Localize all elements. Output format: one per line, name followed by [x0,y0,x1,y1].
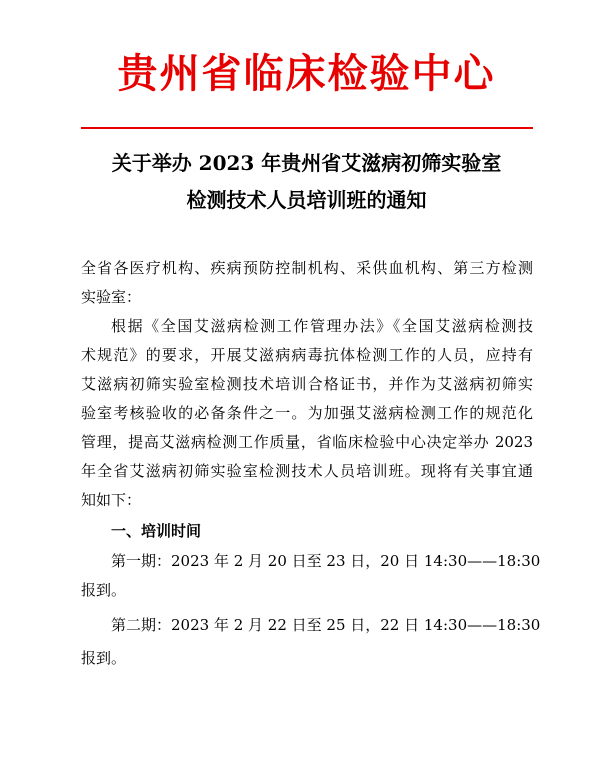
session-1-dates: 第一期：2023 年 2 月 20 日至 23 日，20 日 14:30——18:30 [111,552,541,570]
paragraph-line: 年全省艾滋病初筛实验室检测技术人员培训班。现将有关事宜通 [81,462,533,480]
paragraph-line: 根据《全国艾滋病检测工作管理办法》《全国艾滋病检测技 [111,317,533,335]
session-2-dates: 第二期：2023 年 2 月 22 日至 25 日，22 日 14:30——18:30 [111,616,541,634]
paragraph-line: 知如下： [81,491,142,509]
organization-letterhead: 贵州省临床检验中心 [117,50,496,97]
paragraph-line: 管理，提高艾滋病检测工作质量，省临床检验中心决定举办 2023 [81,433,533,451]
notice-title-line-1: 关于举办 2023 年贵州省艾滋病初筛实验室 [111,151,502,175]
addressee-line-2: 实验室： [81,288,142,306]
addressee-line-1: 全省各医疗机构、疾病预防控制机构、采供血机构、第三方检测 [81,259,533,277]
session-1-report: 报到。 [81,581,127,599]
paragraph-line: 验室考核验收的必备条件之一。为加强艾滋病检测工作的规范化 [81,404,533,422]
notice-title-line-2: 检测技术人员培训班的通知 [186,188,427,212]
paragraph-line: 术规范》的要求，开展艾滋病病毒抗体检测工作的人员，应持有 [81,346,533,364]
paragraph-line: 艾滋病初筛实验室检测技术培训合格证书，并作为艾滋病初筛实 [81,375,533,393]
section-heading-training-time: 一、培训时间 [111,522,202,540]
letterhead-red-rule [81,127,533,129]
session-2-report: 报到。 [81,649,127,667]
